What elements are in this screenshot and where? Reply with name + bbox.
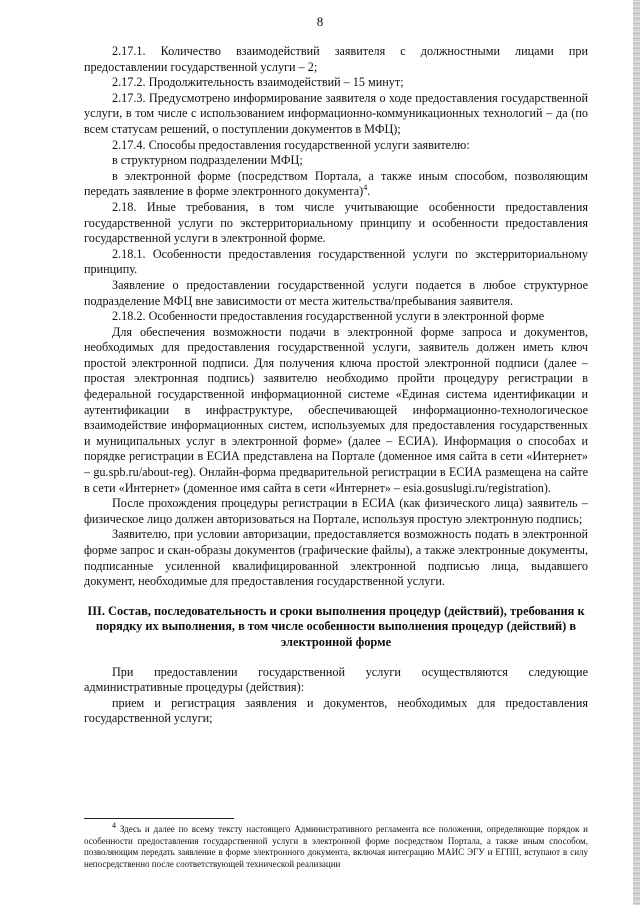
paragraph-procedures: При предоставлении государственной услуги осуществляются следующие административные процедуры (действия):	[84, 664, 588, 695]
page-number: 8	[316, 14, 324, 29]
paragraph-2-18-2: 2.18.2. Особенности предоставления государственной услуги в электронной форме	[112, 309, 545, 324]
paragraph-2-17-3: 2.17.3. Предусмотрено информирование заявителя о ходе предоставления государственной услуги, в том числе с использованием информационно-коммуникационных технологий – да (по всем статусам решений, о поступлении документов в МФЦ);	[84, 90, 588, 136]
paragraph-authorization: Заявителю, при условии авторизации, предоставляется возможность подать в электронной форме запрос и скан-образы документов (графические файлы), а также электронные документы, подписанные усиленной квалифицированной электронной подписью лица, выдавшего документ, необходимые для предоставления государственной услуги.	[84, 527, 588, 589]
spacer	[84, 590, 588, 604]
scan-edge-shadow	[633, 0, 640, 905]
paragraph-esia: Для обеспечения возможности подачи в электронной форме запроса и документов, необходимых для предоставления государственной услуги, заявитель должен иметь ключ простой электронной подписи. Для получения ключа простой электронной подписи (далее – простая электронная подпись) заявителю необходимо пройти процедуру регистрации в федеральной государственной информационной системе «Единая система идентификации и аутентификации в инфраструктуре, обеспечивающей информационно-технологическое взаимодействие информационных систем, используемых для предоставления государственных и муниципальных услуг в электронной форме» (далее – ЕСИА). Информация о способах и порядке регистрации в ЕСИА представлена на Портале (доменное имя сайта в сети «Интернет» – gu.spb.ru/about-reg). Онлайн-форма предварительной регистрации в ЕСИА размещена на сайте в сети «Интернет» (доменное имя сайта в сети «Интернет» – esia.gosuslugi.ru/registration).	[84, 324, 588, 495]
footnote	[84, 821, 588, 870]
paragraph-electronic-form	[84, 169, 588, 200]
paragraph-reception: прием и регистрация заявления и документов, необходимых для предоставления государственной услуги;	[84, 695, 588, 726]
paragraph-2-18: 2.18. Иные требования, в том числе учитывающие особенности предоставления государственной услуги по экстерриториальному принципу и особенности предоставления государственной услуги в электронной форме.	[84, 199, 588, 246]
paragraph-application: Заявление о предоставлении государственной услуги подается в любое структурное подразделение МФЦ вне зависимости от места жительства/пребывания заявителя.	[84, 277, 588, 308]
footnote-text: Здесь и далее по всему тексту настоящего Административного регламента все положения, определяющие порядок и особенности предоставления государственной услуги в электронной форме посредством Портала, а также иным способом, позволяющим передать заявление в форме электронного документа, включая интеграцию МАИС ЭГУ и ЕГПП, вступают в силу непосредственно после соответствующей технической реализации	[84, 824, 588, 869]
spacer	[84, 651, 588, 665]
electronic-form-text: в электронной форме (посредством Портала, а также иным способом, позволяющим передать заявление в форме электронного документа)	[84, 168, 588, 199]
footnote-paragraph	[84, 821, 588, 870]
paragraph-2-17-2: 2.17.2. Продолжительность взаимодействий – 15 минут;	[112, 75, 404, 90]
paragraph-structural-unit: в структурном подразделении МФЦ;	[112, 153, 303, 168]
section-heading: III. Состав, последовательность и сроки выполнения процедур (действий), требования к порядку их выполнения, в том числе особенности выполнения процедур (действий) в электронной форме	[87, 603, 585, 649]
paragraph-2-18-1: 2.18.1. Особенности предоставления государственной услуги по экстерриториальному принципу.	[84, 246, 588, 277]
paragraph-2-17-4: 2.17.4. Способы предоставления государственной услуги заявителю:	[112, 137, 470, 152]
paragraph-after-registration: После прохождения процедуры регистрации в ЕСИА (как физического лица) заявитель – физическое лицо должен авторизоваться на Портале, используя простую электронную подпись;	[84, 496, 588, 526]
electronic-form-tail: .	[367, 184, 371, 199]
paragraph-2-17-1: 2.17.1. Количество взаимодействий заявителя с должностными лицами при предоставлении государственной услуги – 2;	[84, 44, 588, 74]
document-body	[84, 44, 588, 727]
footnote-marker: 4	[112, 821, 116, 830]
footnote-divider	[84, 818, 234, 819]
footnote-reference: 4	[363, 183, 368, 193]
